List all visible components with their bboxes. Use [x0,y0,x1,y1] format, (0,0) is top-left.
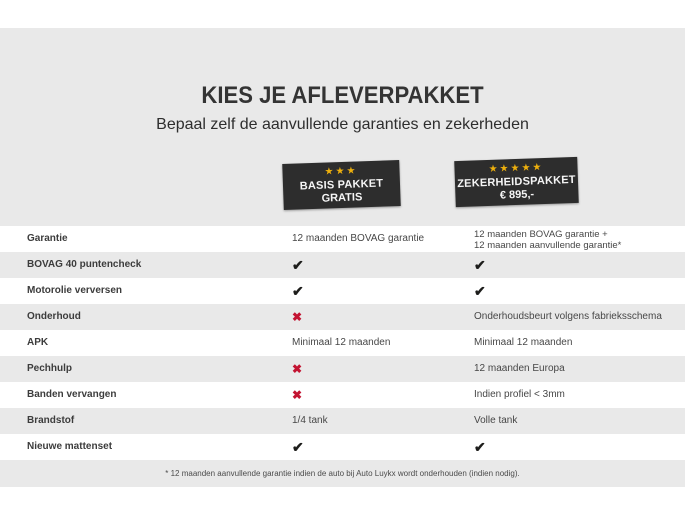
package-name: ZEKERHEIDSPAKKET [457,173,576,191]
zekerheid-cell [474,252,486,278]
basis-cell [292,382,302,408]
check-icon: ✔ [292,439,304,455]
zekerheid-cell [474,278,486,304]
table-row [0,356,685,382]
zekerheid-cell: Minimaal 12 maanden [474,337,573,348]
zekerheid-cell: 12 maanden Europa [474,363,565,374]
table-row [0,304,685,330]
basis-cell [292,304,302,330]
basis-cell [292,434,304,460]
check-icon: ✔ [292,283,304,299]
zekerheid-cell: Onderhoudsbeurt volgens fabrieksschema [474,311,662,322]
feature-label: Pechhulp [27,363,73,374]
feature-label: Motorolie verversen [27,285,123,296]
star-rating-icon: ★★★★★ [488,162,544,175]
feature-label: BOVAG 40 puntencheck [27,259,142,270]
comparison-panel [0,28,685,487]
cross-icon: ✖ [292,388,303,402]
basis-cell: 12 maanden BOVAG garantie [292,233,425,244]
table-row [0,330,685,356]
check-icon: ✔ [474,257,486,273]
page-subtitle: Bepaal zelf de aanvullende garanties en zekerheden [156,116,529,133]
feature-label: Onderhoud [27,311,81,322]
feature-label: Banden vervangen [27,389,117,400]
feature-label: APK [27,337,49,348]
feature-label: Garantie [27,233,68,244]
basis-cell: Minimaal 12 maanden [292,337,391,348]
check-icon: ✔ [474,439,486,455]
zekerheid-cell: 12 maanden BOVAG garantie + 12 maanden aanvullende garantie* [474,229,622,251]
package-basis[interactable] [282,160,401,210]
footnote: * 12 maanden aanvullende garantie indien de auto bij Auto Luykx wordt onderhouden (indien nodig). [165,469,520,478]
table-row [0,278,685,304]
feature-label: Brandstof [27,415,75,426]
package-zekerheid[interactable] [454,157,579,207]
package-price: GRATIS [321,191,363,205]
table-row [0,252,685,278]
page-title: KIES JE AFLEVERPAKKET [201,82,484,109]
basis-cell [292,252,304,278]
feature-label: Nieuwe mattenset [27,441,113,452]
basis-cell: 1/4 tank [292,415,328,426]
zekerheid-cell: Indien profiel < 3mm [474,389,565,400]
star-rating-icon: ★★★ [324,165,358,178]
cross-icon: ✖ [292,362,303,376]
zekerheid-cell: Volle tank [474,415,518,426]
cross-icon: ✖ [292,310,303,324]
basis-cell [292,356,302,382]
check-icon: ✔ [292,257,304,273]
table-row [0,382,685,408]
table-row [0,226,685,252]
zekerheid-cell [474,434,486,460]
check-icon: ✔ [474,283,486,299]
package-price: € 895,- [499,188,535,202]
basis-cell [292,278,304,304]
comparison-table [0,226,685,460]
table-row [0,434,685,460]
package-name: BASIS PAKKET [299,177,384,193]
table-row [0,408,685,434]
